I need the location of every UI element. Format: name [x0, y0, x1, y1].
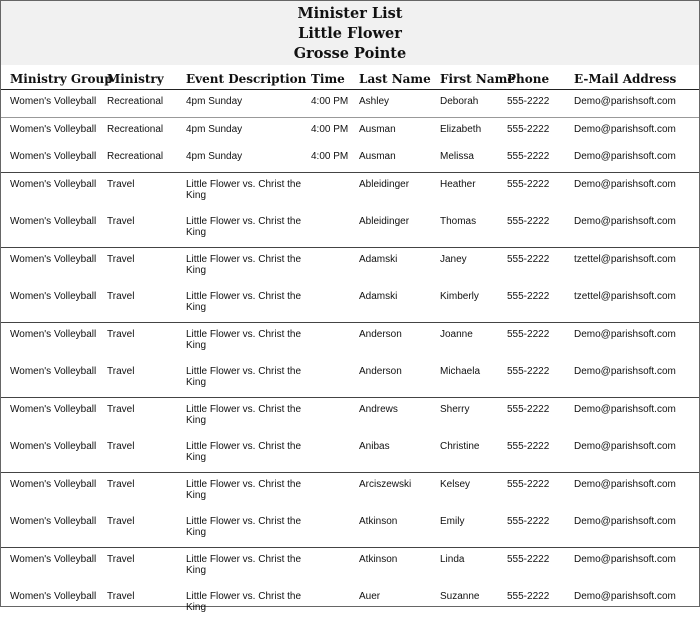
cell-first-name: Melissa — [440, 151, 474, 162]
cell-phone: 555-2222 — [507, 554, 550, 565]
report-title: Minister List — [297, 5, 403, 22]
table-row — [1, 285, 699, 323]
cell-phone: 555-2222 — [507, 404, 550, 415]
cell-last-name: Ashley — [359, 96, 390, 107]
cell-email: tzettel@parishsoft.com — [574, 291, 676, 302]
cell-ministry-group: Women's Volleyball — [10, 366, 97, 377]
table-row — [1, 210, 699, 248]
cell-email: Demo@parishsoft.com — [574, 96, 676, 107]
cell-ministry: Recreational — [107, 151, 164, 162]
cell-phone: 555-2222 — [507, 479, 550, 490]
cell-email: Demo@parishsoft.com — [574, 216, 676, 227]
cell-phone: 555-2222 — [507, 216, 550, 227]
table-row — [1, 90, 699, 118]
column-header-ministry-group: Ministry Group — [10, 72, 113, 86]
cell-ministry: Travel — [107, 516, 135, 527]
cell-event-description: Little Flower vs. Christ the King — [186, 366, 302, 388]
cell-ministry-group: Women's Volleyball — [10, 291, 97, 302]
cell-ministry-group: Women's Volleyball — [10, 254, 97, 265]
table-row — [1, 248, 699, 285]
cell-event-description: Little Flower vs. Christ the King — [186, 516, 302, 538]
cell-ministry-group: Women's Volleyball — [10, 479, 97, 490]
table-row — [1, 323, 699, 360]
cell-email: Demo@parishsoft.com — [574, 591, 676, 602]
report-header — [1, 1, 699, 65]
cell-ministry: Travel — [107, 216, 135, 227]
cell-ministry-group: Women's Volleyball — [10, 179, 97, 190]
cell-ministry-group: Women's Volleyball — [10, 516, 97, 527]
column-header-ministry: Ministry — [107, 72, 164, 86]
cell-ministry-group: Women's Volleyball — [10, 591, 97, 602]
cell-event-description: 4pm Sunday — [186, 151, 243, 162]
cell-ministry: Recreational — [107, 96, 164, 107]
cell-first-name: Joanne — [440, 329, 473, 340]
cell-email: Demo@parishsoft.com — [574, 151, 676, 162]
cell-first-name: Deborah — [440, 96, 479, 107]
cell-email: Demo@parishsoft.com — [574, 554, 676, 565]
cell-event-description: 4pm Sunday — [186, 96, 243, 107]
cell-first-name: Thomas — [440, 216, 477, 227]
cell-email: Demo@parishsoft.com — [574, 366, 676, 377]
table-row — [1, 510, 699, 548]
cell-first-name: Linda — [440, 554, 465, 565]
cell-last-name: Auer — [359, 591, 381, 602]
column-header-phone: Phone — [507, 72, 550, 86]
column-header-email: E-Mail Address — [574, 72, 677, 86]
cell-phone: 555-2222 — [507, 591, 550, 602]
column-header-first-name: First Name — [440, 72, 515, 86]
cell-ministry: Travel — [107, 291, 135, 302]
cell-last-name: Adamski — [359, 291, 398, 302]
cell-first-name: Kelsey — [440, 479, 471, 490]
cell-last-name: Arciszewski — [359, 479, 412, 490]
cell-event-description: Little Flower vs. Christ the King — [186, 216, 302, 238]
table-row — [1, 398, 699, 435]
cell-phone: 555-2222 — [507, 516, 550, 527]
cell-time: 4:00 PM — [311, 124, 349, 135]
table-row — [1, 173, 699, 210]
cell-phone: 555-2222 — [507, 96, 550, 107]
cell-event-description: Little Flower vs. Christ the King — [186, 254, 302, 276]
cell-ministry: Travel — [107, 179, 135, 190]
cell-phone: 555-2222 — [507, 291, 550, 302]
cell-event-description: Little Flower vs. Christ the King — [186, 329, 302, 351]
cell-event-description: Little Flower vs. Christ the King — [186, 554, 302, 576]
cell-first-name: Suzanne — [440, 591, 480, 602]
cell-phone: 555-2222 — [507, 366, 550, 377]
cell-first-name: Heather — [440, 179, 476, 190]
cell-first-name: Michaela — [440, 366, 481, 377]
cell-ministry-group: Women's Volleyball — [10, 216, 97, 227]
cell-phone: 555-2222 — [507, 254, 550, 265]
cell-ministry: Travel — [107, 366, 135, 377]
cell-last-name: Anderson — [359, 366, 402, 377]
cell-first-name: Sherry — [440, 404, 470, 415]
cell-phone: 555-2222 — [507, 179, 550, 190]
cell-ministry: Travel — [107, 554, 135, 565]
cell-first-name: Christine — [440, 441, 480, 452]
cell-ministry: Travel — [107, 479, 135, 490]
cell-first-name: Emily — [440, 516, 465, 527]
cell-event-description: Little Flower vs. Christ the King — [186, 291, 302, 313]
cell-event-description: Little Flower vs. Christ the King — [186, 591, 302, 613]
cell-event-description: 4pm Sunday — [186, 124, 243, 135]
cell-last-name: Atkinson — [359, 516, 398, 527]
table-row — [1, 548, 699, 585]
cell-last-name: Ableidinger — [359, 179, 410, 190]
cell-time: 4:00 PM — [311, 151, 349, 162]
cell-first-name: Kimberly — [440, 291, 479, 302]
cell-event-description: Little Flower vs. Christ the King — [186, 179, 302, 201]
cell-event-description: Little Flower vs. Christ the King — [186, 441, 302, 463]
table-row — [1, 145, 699, 173]
cell-ministry-group: Women's Volleyball — [10, 441, 97, 452]
cell-email: Demo@parishsoft.com — [574, 404, 676, 415]
cell-ministry-group: Women's Volleyball — [10, 329, 97, 340]
cell-ministry: Travel — [107, 329, 135, 340]
cell-last-name: Andrews — [359, 404, 398, 415]
table-row — [1, 360, 699, 398]
cell-ministry-group: Women's Volleyball — [10, 404, 97, 415]
cell-email: Demo@parishsoft.com — [574, 124, 676, 135]
cell-last-name: Ableidinger — [359, 216, 410, 227]
cell-email: Demo@parishsoft.com — [574, 441, 676, 452]
cell-ministry-group: Women's Volleyball — [10, 554, 97, 565]
report-parish: Little Flower — [298, 25, 402, 42]
cell-event-description: Little Flower vs. Christ the King — [186, 479, 302, 501]
column-header-last-name: Last Name — [359, 72, 431, 86]
cell-email: tzettel@parishsoft.com — [574, 254, 676, 265]
cell-event-description: Little Flower vs. Christ the King — [186, 404, 302, 426]
cell-first-name: Elizabeth — [440, 124, 482, 135]
table-row — [1, 435, 699, 473]
column-header-event-description: Event Description — [186, 72, 307, 86]
column-header-time: Time — [311, 72, 345, 86]
cell-ministry: Travel — [107, 441, 135, 452]
cell-phone: 555-2222 — [507, 151, 550, 162]
cell-ministry: Travel — [107, 254, 135, 265]
cell-phone: 555-2222 — [507, 329, 550, 340]
cell-ministry-group: Women's Volleyball — [10, 151, 97, 162]
report-location: Grosse Pointe — [293, 45, 407, 62]
cell-email: Demo@parishsoft.com — [574, 329, 676, 340]
cell-email: Demo@parishsoft.com — [574, 479, 676, 490]
table-row — [1, 585, 699, 622]
cell-email: Demo@parishsoft.com — [574, 516, 676, 527]
column-header-row — [1, 65, 699, 90]
cell-ministry: Travel — [107, 404, 135, 415]
cell-last-name: Ausman — [359, 151, 396, 162]
cell-first-name: Janey — [440, 254, 467, 265]
table-row — [1, 473, 699, 510]
cell-phone: 555-2222 — [507, 441, 550, 452]
cell-ministry-group: Women's Volleyball — [10, 124, 97, 135]
cell-ministry: Recreational — [107, 124, 164, 135]
cell-phone: 555-2222 — [507, 124, 550, 135]
cell-last-name: Ausman — [359, 124, 396, 135]
cell-ministry-group: Women's Volleyball — [10, 96, 97, 107]
minister-table-body — [1, 90, 699, 622]
cell-time: 4:00 PM — [311, 96, 349, 107]
cell-last-name: Adamski — [359, 254, 398, 265]
cell-last-name: Anibas — [359, 441, 390, 452]
cell-email: Demo@parishsoft.com — [574, 179, 676, 190]
cell-last-name: Atkinson — [359, 554, 398, 565]
cell-ministry: Travel — [107, 591, 135, 602]
table-row — [1, 118, 699, 145]
cell-last-name: Anderson — [359, 329, 402, 340]
